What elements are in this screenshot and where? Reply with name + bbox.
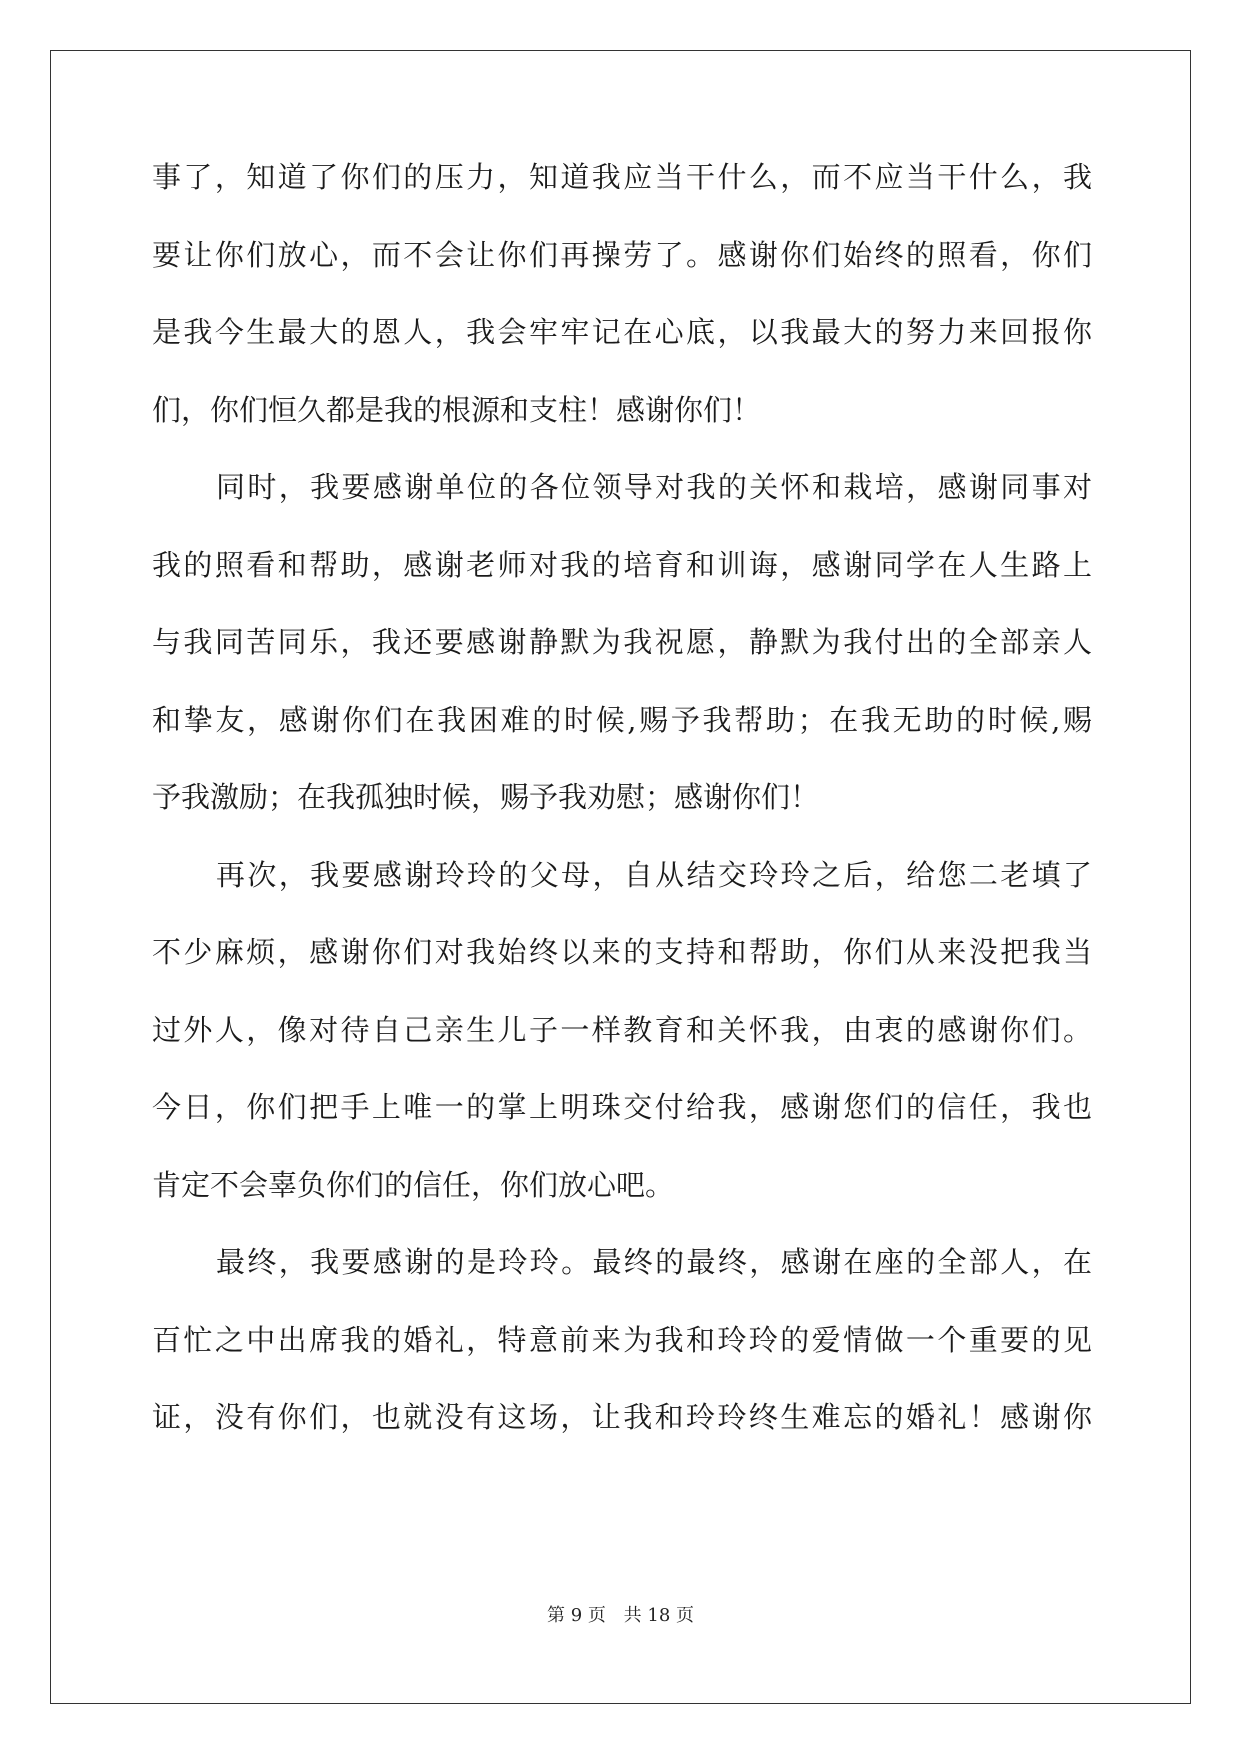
document-body bbox=[152, 160, 1092, 1478]
text-line: 过外人，像对待自己亲生儿子一样教育和关怀我，由衷的感谢你们。 bbox=[152, 1012, 1092, 1047]
text-line: 肯定不会辜负你们的信任，你们放心吧。 bbox=[152, 1167, 675, 1202]
text-line: 和挚友，感谢你们在我困难的时候,赐予我帮助；在我无助的时候,赐 bbox=[152, 702, 1092, 737]
text-line: 同时，我要感谢单位的各位领导对我的关怀和栽培，感谢同事对 bbox=[216, 470, 1092, 504]
text-line: 们，你们恒久都是我的根源和支柱！感谢你们！ bbox=[152, 392, 762, 427]
text-line: 是我今生最大的恩人，我会牢牢记在心底，以我最大的努力来回报你 bbox=[152, 315, 1092, 349]
text-line: 事了，知道了你们的压力，知道我应当干什么，而不应当干什么，我 bbox=[152, 160, 1092, 194]
page-footer bbox=[0, 1604, 1241, 1628]
page-number: 第 9 页 bbox=[547, 1605, 606, 1626]
text-line: 百忙之中出席我的婚礼，特意前来为我和玲玲的爱情做一个重要的见 bbox=[152, 1322, 1092, 1357]
text-line: 再次，我要感谢玲玲的父母，自从结交玲玲之后，给您二老填了 bbox=[216, 857, 1092, 892]
text-line: 最终，我要感谢的是玲玲。最终的最终，感谢在座的全部人，在 bbox=[216, 1245, 1092, 1279]
text-line: 证，没有你们，也就没有这场，让我和玲玲终生难忘的婚礼！感谢你 bbox=[152, 1400, 1092, 1434]
text-line: 不少麻烦，感谢你们对我始终以来的支持和帮助，你们从来没把我当 bbox=[152, 935, 1092, 969]
text-line: 予我激励；在我孤独时候，赐予我劝慰；感谢你们！ bbox=[152, 780, 820, 814]
text-line: 我的照看和帮助，感谢老师对我的培育和训诲，感谢同学在人生路上 bbox=[152, 547, 1092, 582]
text-line: 与我同苦同乐，我还要感谢静默为我祝愿，静默为我付出的全部亲人 bbox=[152, 625, 1092, 659]
text-line: 今日，你们把手上唯一的掌上明珠交付给我，感谢您们的信任，我也 bbox=[152, 1090, 1092, 1124]
page-total: 共 18 页 bbox=[623, 1605, 694, 1626]
text-line: 要让你们放心，而不会让你们再操劳了。感谢你们始终的照看，你们 bbox=[152, 237, 1092, 272]
